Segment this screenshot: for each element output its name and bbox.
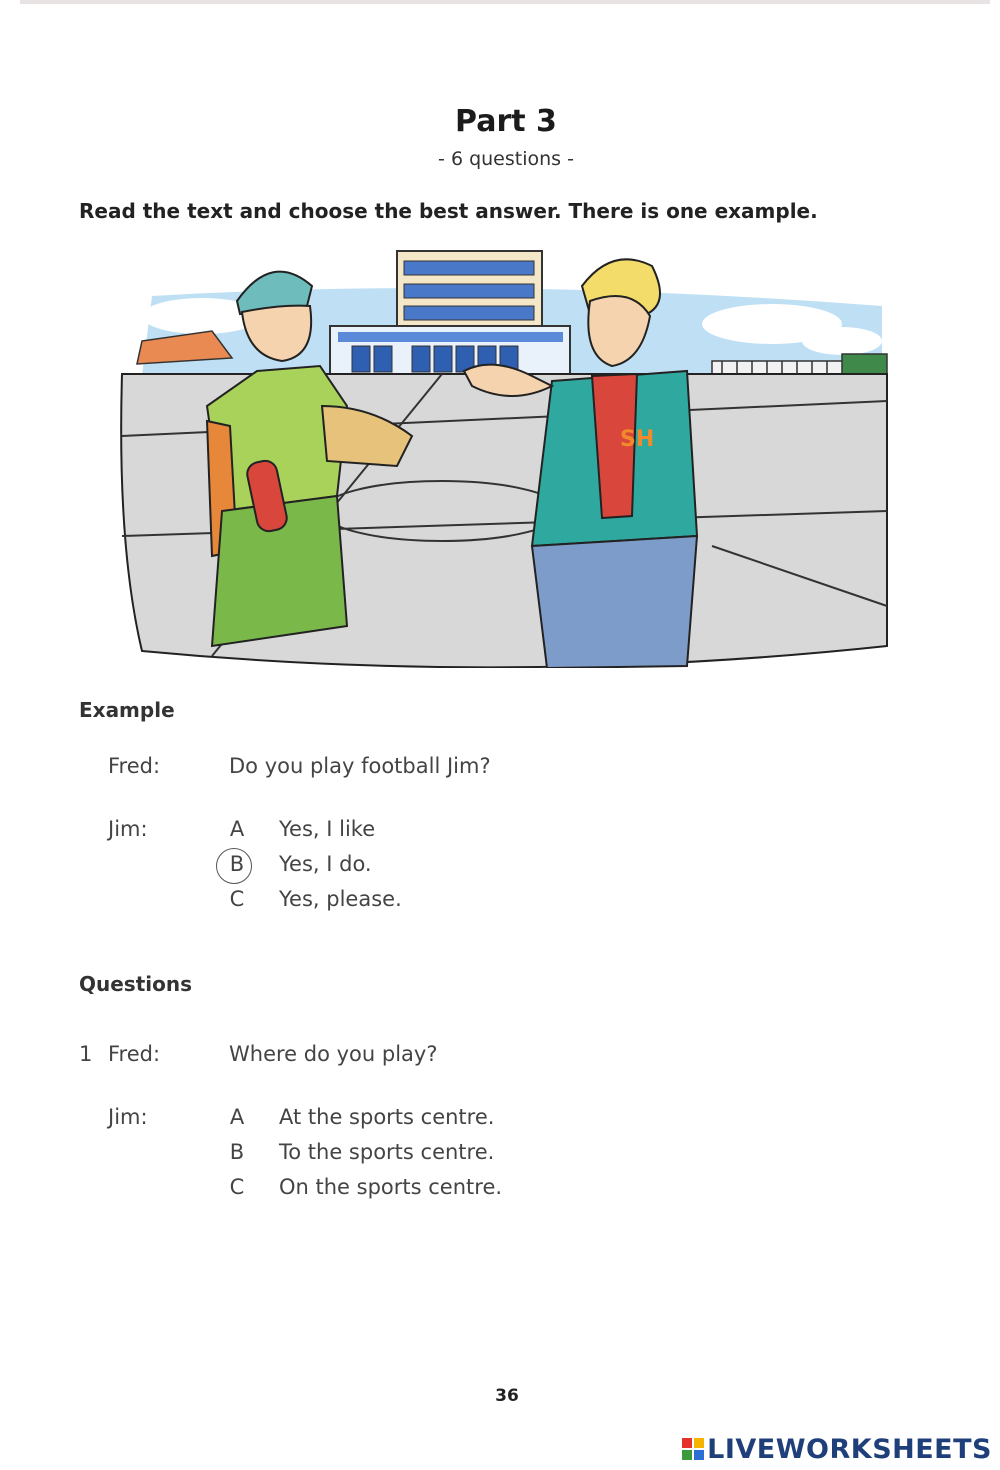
answer-speaker: Jim: <box>108 1105 148 1129</box>
brand-name: LIVEWORKSHEETS <box>707 1433 992 1465</box>
example-option-a <box>229 817 729 849</box>
question-number: 1 <box>79 1042 93 1066</box>
jacket-badge-text: SH <box>620 427 655 452</box>
option-text: Yes, I do. <box>279 852 372 876</box>
liveworksheets-logo-icon <box>682 1438 704 1460</box>
option-text[interactable]: To the sports centre. <box>279 1140 495 1164</box>
option-letter: C <box>229 887 245 911</box>
schoolyard-illustration <box>112 246 892 668</box>
question-text: Where do you play? <box>229 1042 438 1066</box>
option-letter[interactable]: A <box>229 1105 245 1129</box>
option-letter: A <box>229 817 245 841</box>
question-speaker: Fred: <box>108 1042 161 1066</box>
questions-heading: Questions <box>79 972 193 996</box>
answer-option-b[interactable] <box>229 1140 729 1172</box>
liveworksheets-brand[interactable] <box>682 1432 992 1466</box>
option-letter[interactable]: B <box>229 1140 245 1164</box>
answer-option-c[interactable] <box>229 1175 729 1207</box>
example-option-b <box>229 852 729 884</box>
option-letter[interactable]: C <box>229 1175 245 1199</box>
option-letter: B <box>229 852 245 876</box>
option-text[interactable]: On the sports centre. <box>279 1175 503 1199</box>
option-text: Yes, please. <box>279 887 402 911</box>
page-title: Part 3 <box>455 104 557 139</box>
example-question-speaker: Fred: <box>108 754 161 778</box>
answer-option-a[interactable] <box>229 1105 729 1137</box>
example-heading: Example <box>79 698 175 722</box>
example-option-c <box>229 887 729 919</box>
page-number: 36 <box>495 1386 519 1406</box>
example-answer-speaker: Jim: <box>108 817 148 841</box>
option-text[interactable]: At the sports centre. <box>279 1105 495 1129</box>
cloud <box>802 327 882 355</box>
option-text: Yes, I like <box>279 817 376 841</box>
instructions: Read the text and choose the best answer. There is one example. <box>79 199 818 223</box>
example-question: Do you play football Jim? <box>229 754 491 778</box>
page-subtitle: - 6 questions - <box>438 148 574 170</box>
page-edge <box>20 0 990 4</box>
